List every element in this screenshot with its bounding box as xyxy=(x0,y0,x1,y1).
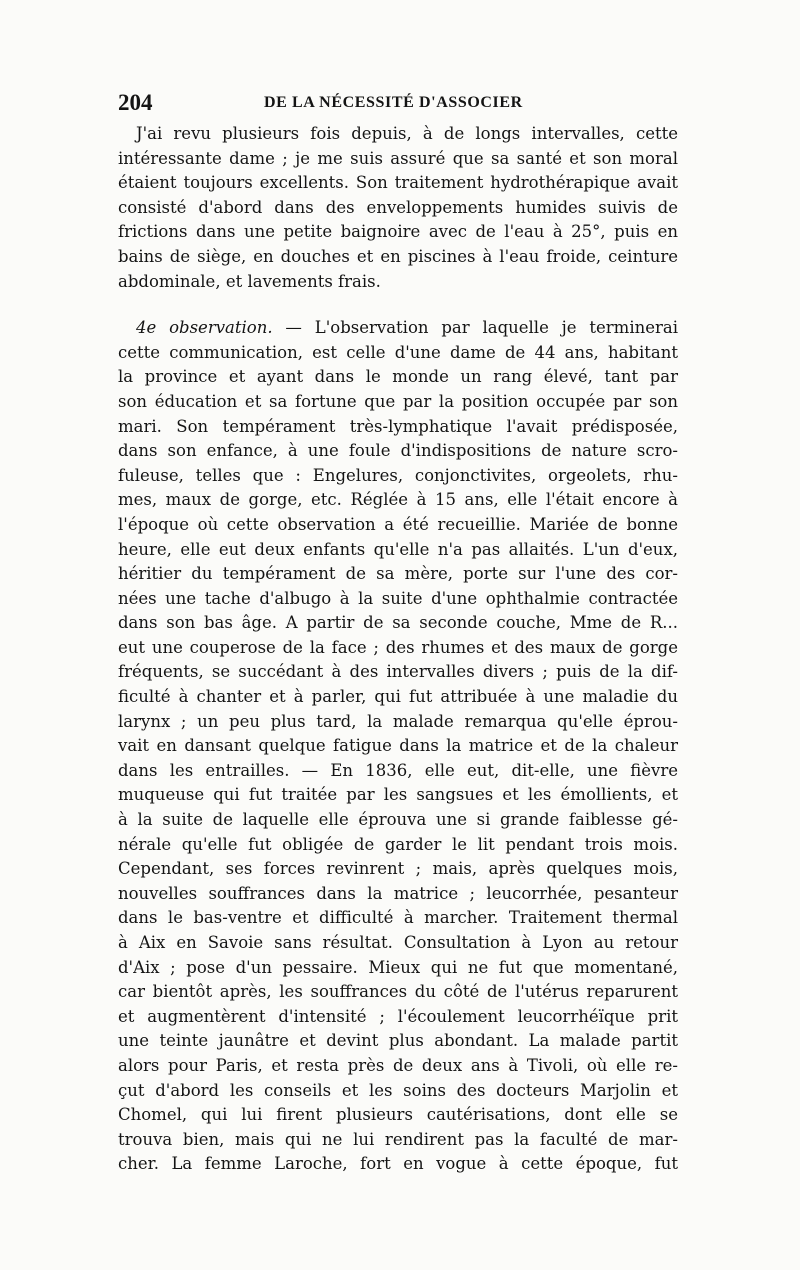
text-line: vait en dansant quelque fatigue dans la matrice et de la chaleur xyxy=(118,736,678,756)
text-line: l'époque où cette observation a été recueillie. Mariée de bonne xyxy=(118,514,678,534)
text-fragment: — L'observation par laquelle je terminerai xyxy=(272,318,679,338)
text-line: heure, elle eut deux enfants qu'elle n'a pas allaités. L'un d'eux, xyxy=(118,539,678,559)
text-line: frictions dans une petite baignoire avec de l'eau à 25°, puis en xyxy=(118,222,678,242)
text-line: consisté d'abord dans des enveloppements humides suivis de xyxy=(118,197,678,217)
text-line: mes, maux de gorge, etc. Réglée à 15 ans, elle l'était encore à xyxy=(118,490,678,510)
text-line: alors pour Paris, et resta près de deux ans à Tivoli, où elle re- xyxy=(118,1055,678,1075)
text-line: dans son bas âge. A partir de sa seconde couche, Mme de R... xyxy=(118,613,678,633)
text-line: cher. La femme Laroche, fort en vogue à cette époque, fut xyxy=(118,1154,678,1174)
running-title: DE LA NÉCESSITÉ D'ASSOCIER xyxy=(264,94,523,111)
text-line xyxy=(118,316,678,341)
text-line: ficulté à chanter et à parler, qui fut attribuée à une maladie du xyxy=(118,687,678,707)
text-line: abdominale, et lavements frais. xyxy=(118,271,381,291)
text-line: intéressante dame ; je me suis assuré que sa santé et son moral xyxy=(118,148,678,168)
text-line: étaient toujours excellents. Son traitement hydrothérapique avait xyxy=(118,173,678,193)
text-line: dans le bas-ventre et difficulté à marcher. Traitement thermal xyxy=(118,908,678,928)
text-line: J'ai revu plusieurs fois depuis, à de longs intervalles, cette xyxy=(136,124,678,143)
text-line: eut une couperose de la face ; des rhumes et des maux de gorge xyxy=(118,637,678,657)
text-line: cette communication, est celle d'une dame de 44 ans, habitant xyxy=(118,342,678,362)
text-line: nées une tache d'albugo à la suite d'une ophthalmie contractée xyxy=(118,588,678,608)
text-line: et augmentèrent d'intensité ; l'écoulement leucorrhéïque prit xyxy=(118,1006,678,1026)
text-line: mari. Son tempérament très-lymphatique l'avait prédisposée, xyxy=(118,416,678,436)
text-line: héritier du tempérament de sa mère, porte sur l'une des cor- xyxy=(118,564,678,584)
text-line: une teinte jaunâtre et devint plus abondant. La malade partit xyxy=(118,1031,678,1051)
text-line: fuleuse, telles que : Engelures, conjonctivites, orgeolets, rhu- xyxy=(118,465,678,485)
paragraph-2 xyxy=(118,316,678,1177)
text-line: çut d'abord les conseils et les soins des docteurs Marjolin et xyxy=(118,1080,678,1100)
text-line: à Aix en Savoie sans résultat. Consultation à Lyon au retour xyxy=(118,933,678,952)
text-line: nérale qu'elle fut obligée de garder le lit pendant trois mois. xyxy=(118,834,678,854)
observation-label: 4e observation. xyxy=(136,318,273,338)
text-line: muqueuse qui fut traitée par les sangsues et les émollients, et xyxy=(118,785,678,805)
text-line: Chomel, qui lui firent plusieurs cautérisations, dont elle se xyxy=(118,1105,678,1125)
text-line: nouvelles souffrances dans la matrice ; leucorrhée, pesanteur xyxy=(118,883,678,903)
text-line: la province et ayant dans le monde un rang élevé, tant par xyxy=(118,367,678,387)
text-line: dans les entrailles. — En 1836, elle eut, dit-elle, une fièvre xyxy=(118,760,678,780)
paragraph-1 xyxy=(118,122,678,294)
text-line: son éducation et sa fortune que par la position occupée par son xyxy=(118,391,678,411)
text-line: car bientôt après, les souffrances du côté de l'utérus reparurent xyxy=(118,982,678,1002)
paragraph-gap xyxy=(118,294,678,316)
text-line: dans son enfance, à une foule d'indispositions de nature scro- xyxy=(118,441,678,461)
text-line: d'Aix ; pose d'un pessaire. Mieux qui ne fut que momentané, xyxy=(118,957,678,977)
page-number: 204 xyxy=(118,90,153,115)
body-text xyxy=(118,122,678,1177)
text-line: à la suite de laquelle elle éprouva une si grande faiblesse gé- xyxy=(118,810,678,830)
text-line: larynx ; un peu plus tard, la malade remarqua qu'elle éprou- xyxy=(118,711,678,731)
text-line: Cependant, ses forces revinrent ; mais, après quelques mois, xyxy=(118,859,678,879)
text-line: trouva bien, mais qui ne lui rendirent pas la faculté de mar- xyxy=(118,1129,678,1149)
page-header xyxy=(118,90,678,120)
text-line: bains de siège, en douches et en piscines à l'eau froide, ceinture xyxy=(118,246,678,266)
text-line: fréquents, se succédant à des intervalles divers ; puis de la dif- xyxy=(118,662,678,682)
